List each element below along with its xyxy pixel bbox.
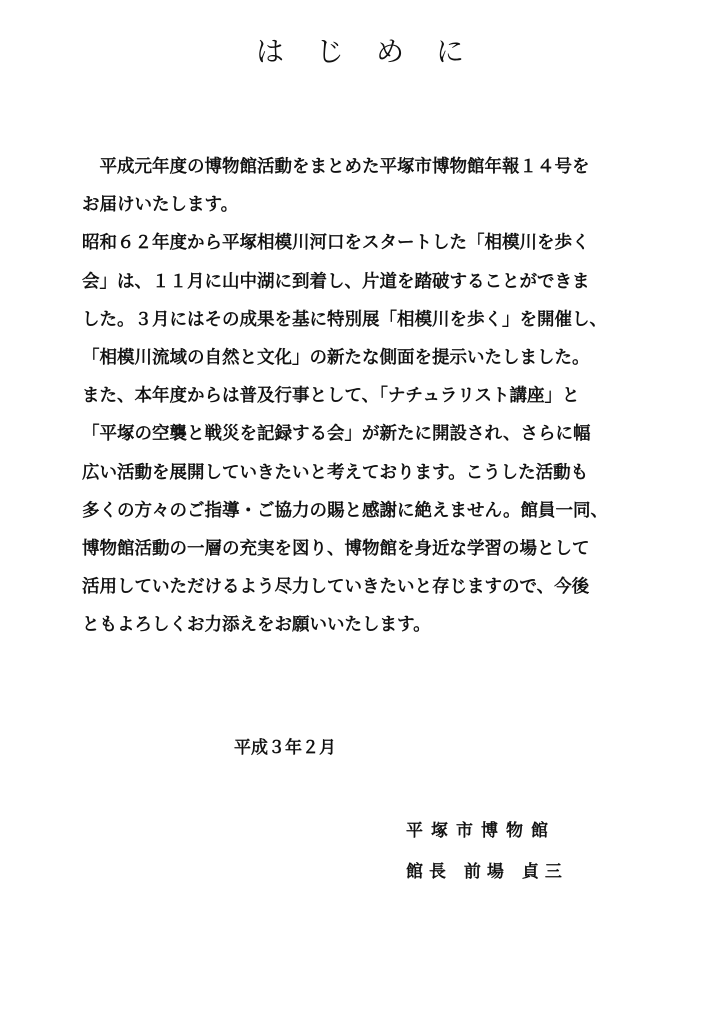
body-line: また、本年度からは普及行事として、「ナチュラリスト講座」と	[82, 386, 580, 407]
body-line: 昭和６２年度から平塚相模川河口をスタートした「相模川を歩く	[82, 233, 590, 254]
director-signature: 館長 前場 貞三	[406, 862, 568, 882]
issue-date: 平成３年２月	[234, 738, 336, 758]
body-line: 会」は、１１月に山中湖に到着し、片道を踏破することができま	[82, 271, 590, 292]
body-line: お届けいたします。	[82, 195, 239, 216]
body-line: 博物館活動の一層の充実を図り、博物館を身近な学習の場として	[82, 538, 590, 559]
body-text	[82, 148, 642, 644]
organization-name: 平塚市博物館	[406, 821, 556, 841]
body-line: 平成元年度の博物館活動をまとめた平塚市博物館年報１４号を	[82, 157, 590, 177]
body-line: した。３月にはその成果を基に特別展「相模川を歩く」を開催し、	[82, 309, 607, 330]
body-line: 活用していただけるよう尽力していきたいと存じますので、今後	[82, 577, 590, 598]
body-line: 多くの方々のご指導・ご協力の賜と感謝に絶えません。館員一同、	[82, 500, 609, 521]
page-title: はじめに	[255, 35, 496, 68]
body-line: 「相模川流域の自然と文化」の新たな側面を提示いたしました。	[82, 347, 590, 368]
body-line: 「平塚の空襲と戦災を記録する会」が新たに開設され、さらに幅	[82, 424, 591, 445]
body-line: ともよろしくお力添えをお願いいたします。	[82, 615, 431, 636]
body-line: 広い活動を展開していきたいと考えております。こうした活動も	[82, 462, 589, 483]
